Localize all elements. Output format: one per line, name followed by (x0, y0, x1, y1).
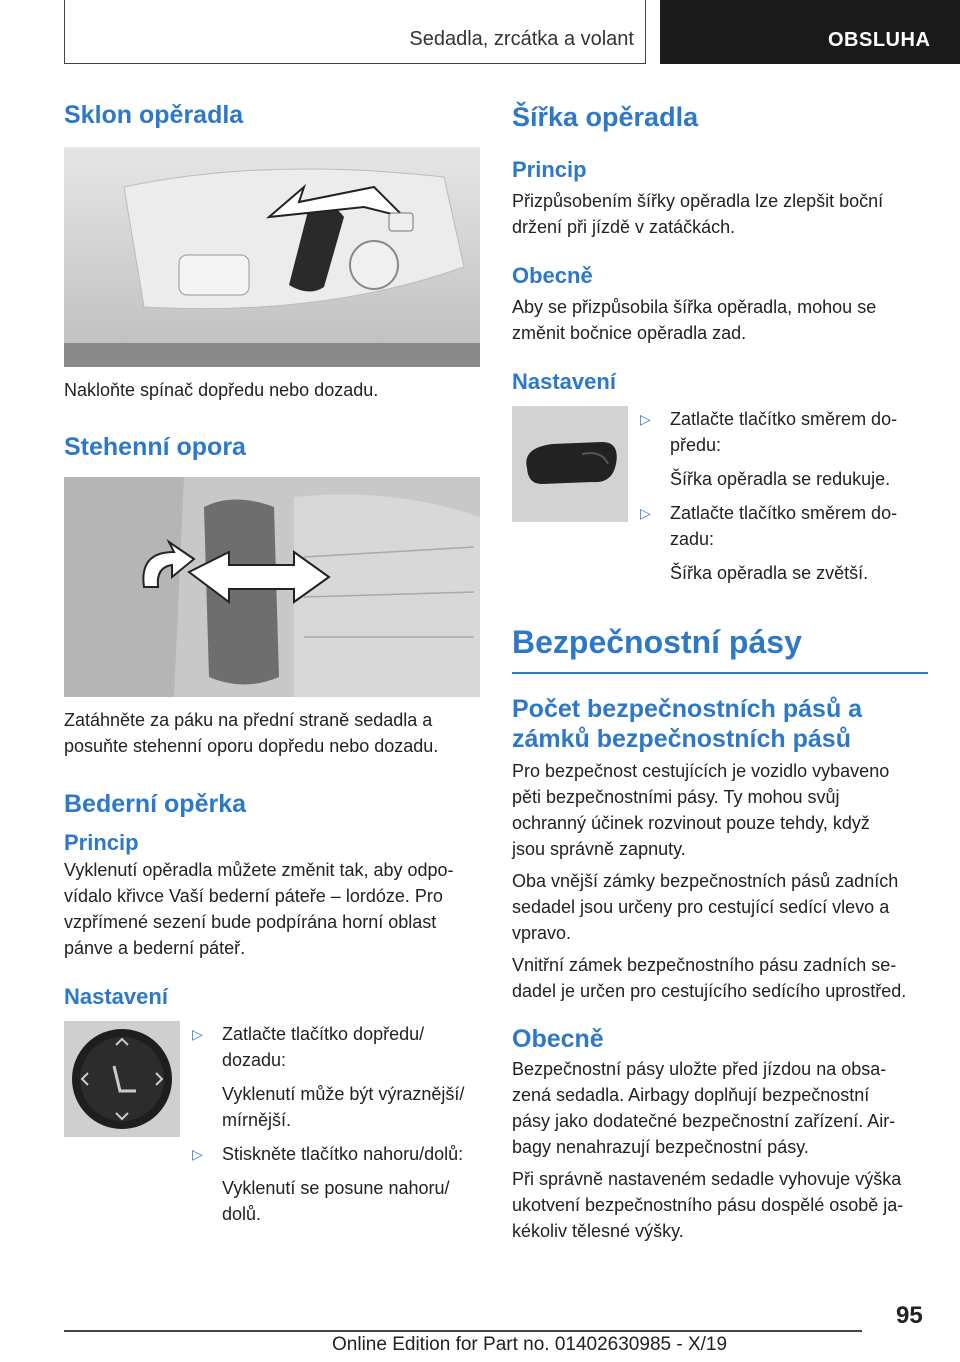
stehenni-caption-line: posuňte stehenní oporu dopředu nebo dozadu. (64, 736, 439, 756)
sirka-princip-line: držení při jízdě v zatáčkách. (512, 217, 736, 237)
triangle-bullet-icon: ▷ (640, 505, 651, 521)
triangle-bullet-icon: ▷ (192, 1026, 203, 1042)
stehenni-caption-line: Zatáhněte za páku na přední straně sedadla a (64, 710, 433, 730)
lumbar-control-image (64, 1021, 180, 1137)
bederni-princip-line: pánve a bederní páteř. (64, 938, 246, 958)
pasy-paragraph-line: zená sedadla. Airbagy doplňují bezpečnostní (512, 1085, 870, 1105)
right-column (512, 100, 928, 1244)
sirka-princip-line: Přizpůsobením šířky opěradla lze zlepšit boční (512, 191, 884, 211)
heading-bezpecnostni-pasy: Bezpečnostní pásy (512, 624, 802, 660)
left-column (64, 100, 480, 1227)
pasy-paragraph-line: bagy nenahrazují bezpečnostní pásy. (512, 1137, 809, 1157)
heading-stehenni-opora: Stehenní opora (64, 433, 246, 461)
subheading-nastaveni: Nastavení (64, 984, 168, 1009)
pasy-paragraph-line: pásy jako dodatečné bezpečnostní zařízení. Air- (512, 1111, 896, 1131)
pasy-paragraph-line: pěti bezpečnostními pásy. Ty mohou svůj (512, 787, 840, 807)
subheading-princip: Princip (64, 830, 139, 855)
heading-bederni-operka: Bederní opěrka (64, 790, 247, 818)
sirka-obecne-line: Aby se přizpůsobila šířka opěradla, mohou se (512, 297, 877, 317)
pasy-paragraph-line: Bezpečnostní pásy uložte před jízdou na obsa- (512, 1059, 887, 1079)
triangle-bullet-icon: ▷ (192, 1146, 203, 1162)
header-section-title: Sedadla, zrcátka a volant (409, 28, 634, 50)
pasy-paragraph-line: dadel je určen pro cestujícího sedícího uprostřed. (512, 981, 907, 1001)
list-item: ▷ Zatlačte tlačítko dopředu/ dozadu: (180, 1021, 480, 1073)
width-control-image (512, 406, 628, 522)
pasy-paragraph-line: Pro bezpečnost cestujících je vozidlo vybaveno (512, 761, 890, 781)
subheading-obecne: Obecně (512, 263, 593, 288)
list-item-result: Vyklenutí může být výraznější/ mírnější. (222, 1084, 465, 1130)
sirka-obecne-line: změnit bočnice opěradla zad. (512, 323, 747, 343)
sklon-caption: Nakloňte spínač dopředu nebo dozadu. (64, 380, 379, 400)
footer-divider (64, 1330, 862, 1332)
list-item-result: Šířka opěradla se redukuje. (670, 469, 891, 489)
heading-sklon-operadla: Sklon opěradla (64, 101, 244, 129)
list-item: ▷ Stiskněte tlačítko nahoru/dolů: (180, 1141, 480, 1167)
subheading-obecne: Obecně (512, 1025, 604, 1053)
list-item-result: Vyklenutí se posune nahoru/ dolů. (222, 1178, 450, 1224)
seat-backrest-switch-image (64, 147, 480, 367)
pasy-paragraph-line: jsou správně zapnuty. (512, 839, 686, 859)
header-chapter-title: OBSLUHA (828, 29, 931, 51)
list-item: ▷ Zatlačte tlačítko směrem do- zadu: (628, 500, 928, 552)
list-item: ▷ Zatlačte tlačítko směrem do- předu: (628, 406, 928, 458)
list-item-result: Šířka opěradla se zvětší. (670, 563, 869, 583)
pasy-paragraph-line: Při správně nastaveném sedadle vyhovuje výška (512, 1169, 902, 1189)
pasy-paragraph-line: ochranný účinek rozvinout pouze tehdy, když (512, 813, 870, 833)
heading-sirka-operadla: Šířka opěradla (512, 102, 699, 132)
pasy-paragraph-line: kékoliv tělesné výšky. (512, 1221, 684, 1241)
pasy-paragraph-line: vpravo. (512, 923, 572, 943)
pasy-paragraph-line: Oba vnější zámky bezpečnostních pásů zadních (512, 871, 899, 891)
pasy-paragraph-line: Vnitřní zámek bezpečnostního pásu zadních se- (512, 955, 897, 975)
thigh-support-image (64, 477, 480, 697)
triangle-bullet-icon: ▷ (640, 411, 651, 427)
footer-edition-text: Online Edition for Part no. 01402630985 - X/19 (332, 1334, 728, 1355)
pasy-paragraph-line: sedadel jsou určeny pro cestující sedící vlevo a (512, 897, 890, 917)
subheading-princip: Princip (512, 157, 587, 182)
subheading-nastaveni: Nastavení (512, 369, 616, 394)
bederni-princip-line: vídalo křivce Vaší bederní páteře – lordóze. Pro (64, 886, 443, 906)
heading-pocet-pasu: Počet bezpečnostních pásů a zámků bezpečnostních pásů (512, 695, 863, 753)
bederni-princip-line: Vyklenutí opěradla můžete změnit tak, aby odpo- (64, 860, 454, 880)
page-number: 95 (896, 1302, 923, 1329)
pasy-paragraph-line: ukotvení bezpečnostního pásu dospělé osobě ja- (512, 1195, 904, 1215)
bederni-princip-line: vzpřímené sezení bude podpírána horní oblast (64, 912, 437, 932)
